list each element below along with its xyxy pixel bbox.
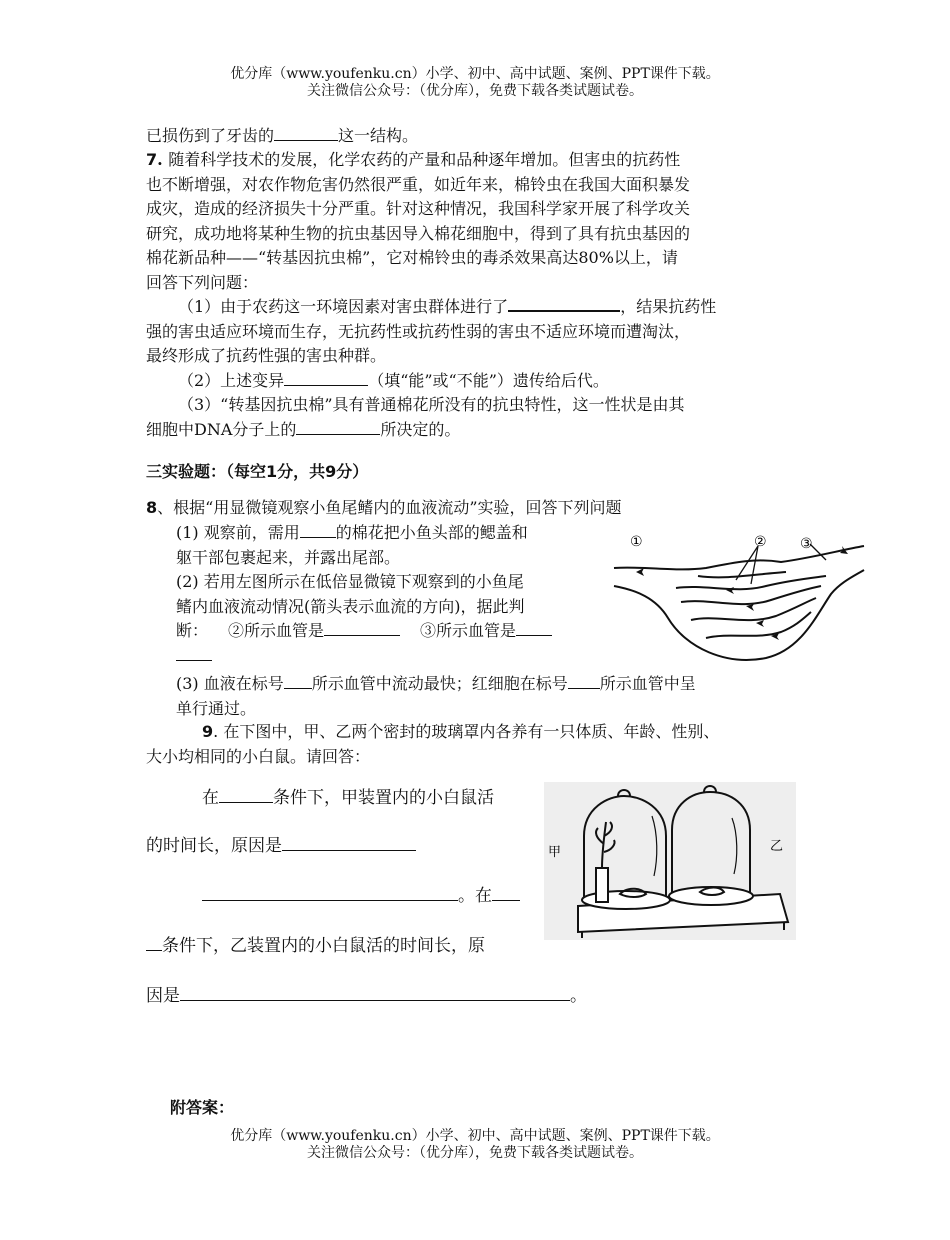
q7-sub2-b: （填“能”或“不能”）遗传给后代。 [368,370,609,390]
q8-sub3-b: 所示血管中流动最快；红细胞在标号 [311,674,568,693]
q8-stem-line [146,496,826,521]
blank-q7-2 [284,370,368,386]
capillary-5 [698,572,786,577]
q8-sub2-a: (2) 若用左图所示在低倍显微镜下观察到的小鱼尾 [176,572,524,591]
fig-label-3: ③ [800,536,813,552]
blank-q8-3a [516,620,552,636]
q7-dot: . [157,150,169,169]
q7-line-5: 棉花新品种——“转基因抗虫棉”，它对棉铃虫的毒杀效果高达80%以上，请 [146,248,678,267]
q8-number: 8 [146,498,158,517]
q8-sub1-a: (1) 观察前，需用 [176,523,300,542]
q8-sub3-a: (3) 血液在标号 [176,674,284,693]
cont-text-b: 这一结构。 [338,126,419,145]
jar-b-base [669,887,753,905]
q9-number: 9 [202,722,214,741]
blank-q8-1 [300,522,336,538]
q9-answer-line-1 [202,786,494,810]
q7-line-6: 回答下列问题： [146,272,259,292]
blank-q8-5 [568,673,600,689]
q8-sub3 [176,672,826,721]
question-9-stem [146,720,826,769]
q8-sub2-d: ②所示血管是 [228,621,325,640]
q9-a2: 条件下，甲装置内的小白鼠活 [273,788,494,808]
continuation-line [146,124,826,149]
q8-stem: 、根据“用显微镜观察小鱼尾鳍内的血液流动”实验，回答下列问题 [157,498,622,517]
q7-line-3: 成灾，造成的经济损失十分严重。针对这种情况，我国科学家开展了科学攻关 [146,199,691,218]
blank-q7-3 [296,419,380,435]
q8-sub2-b: 鳍内血液流动情况(箭头表示血流的方向)，据此判 [176,596,525,616]
q7-line-2: 也不断增强，对农作物危害仍然很严重，如近年来，棉铃虫在我国大面积暴发 [146,174,691,194]
label-jia: 甲 [548,845,562,860]
q7-line-4: 研究，成功地将某种生物的抗虫基因导入棉花细胞中，得到了具有抗虫基因的 [146,223,691,243]
page-header [0,66,950,100]
q9-a7: 。 [570,986,587,1006]
blank-q7-1 [508,295,620,312]
q7-number: 7 [146,150,158,169]
q9-stem-2: 大小均相同的小白鼠。请回答： [146,746,371,766]
footer-line-2: 关注微信公众号：（优分库），免费下载各类试题试卷。 [307,1145,643,1161]
answer-title: 附答案： [170,1098,235,1117]
label-yi: 乙 [770,839,784,854]
bell-jar-figure [544,782,796,940]
q8-sub1-b: 的棉花把小鱼头部的鳃盖和 [335,523,528,542]
q9-answer-line-3 [202,884,520,908]
q7-sub3-b: 细胞中DNA分子上的 [146,419,297,439]
q7-sub3-c: 所决定的。 [380,419,461,439]
capillary-4 [706,612,811,638]
q7-sub1-a: （1）由于农药这一环境因素对害虫群体进行了 [178,297,509,316]
blank-q9-4 [180,984,570,1001]
blank-q9-3a [492,884,520,901]
arrow-in [636,568,644,576]
fig-label-2: ② [754,534,767,550]
arrow-cap-2 [746,604,754,611]
q9-a6: 因是 [146,986,180,1006]
page-footer [0,1128,950,1162]
footer-line-1: 优分库（www.youfenku.cn）小学、初中、高中试题、案例、PPT课件下载。 [230,1128,720,1144]
blank-q9-1 [219,786,273,803]
blank-tooth-structure [274,125,338,141]
blank-q9-2a [282,834,416,851]
header-line-2: 关注微信公众号：（优分库），免费下载各类试题试卷。 [307,83,643,99]
fig-label-1: ① [630,534,643,550]
q9-answer-line-4 [146,934,485,958]
blank-q9-3b [146,934,162,951]
q9-answer-line-5 [146,984,587,1008]
q7-sub1-c: 强的害虫适应环境而生存，无抗药性或抗药性弱的害虫不适应环境而遭淘汰， [146,321,691,341]
q8-sub3-d: 单行通过。 [176,698,257,718]
q9-a5: 条件下，乙装置内的小白鼠活的时间长，原 [162,936,485,956]
header-line-1: 优分库（www.youfenku.cn）小学、初中、高中试题、案例、PPT课件下载。 [230,66,720,82]
cont-text-a: 已损伤到了牙齿的 [146,126,275,145]
blank-q8-3b [176,645,212,661]
q9-a1: 在 [202,788,219,808]
blood-vessel-figure [606,528,868,678]
q7-sub2-a: （2）上述变异 [178,370,285,390]
vessel-outer-top [614,546,864,569]
q9-a4: 。在 [458,886,492,906]
blank-q8-4 [284,673,312,689]
q8-body [176,521,606,668]
q8-sub3-c: 所示血管中呈 [599,674,696,693]
q7-sub3-a: （3）“转基因抗虫棉”具有普通棉花所没有的抗虫特性，这一性状是由其 [178,395,685,414]
q8-sub1-c: 躯干部包裹起来，并露出尾部。 [176,547,401,567]
q8-sub2-c: 断： [176,621,209,640]
blank-q9-2b [202,884,458,901]
q9-stem-1: . 在下图中，甲、乙两个密封的玻璃罩内各养有一只体质、年龄、性别、 [213,722,720,741]
q9-answer-line-2 [146,834,416,858]
q9-a3: 的时间长，原因是 [146,836,282,856]
plant-vase [596,868,608,902]
q7-sub1-d: 最终形成了抗药性强的害虫种群。 [146,346,387,365]
q7-line-1: 随着科学技术的发展，化学农药的产量和品种逐年增加。但害虫的抗药性 [168,150,681,169]
blank-q8-2 [324,620,400,636]
question-7 [146,148,826,442]
vessel-outer-bottom [614,570,864,660]
section-3-title: 三实验题：（每空1分，共9分） [146,462,369,481]
q8-sub2-e: ③所示血管是 [420,621,517,640]
q7-sub1-b: ，结果抗药性 [620,297,717,316]
arrow-cap-3 [756,620,764,627]
